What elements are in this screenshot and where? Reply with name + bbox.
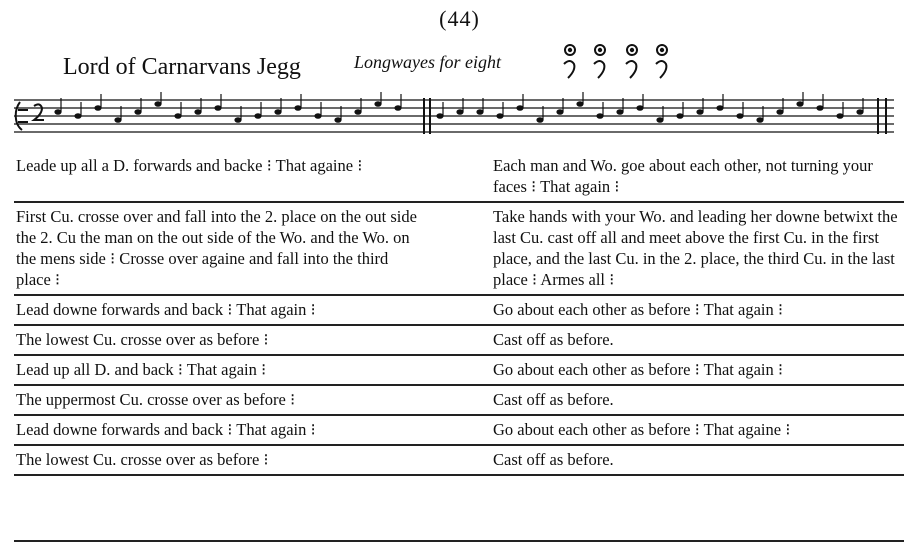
dancer-symbol bbox=[656, 45, 667, 78]
note bbox=[94, 94, 101, 111]
figure-row bbox=[14, 446, 904, 476]
note bbox=[314, 102, 321, 119]
dancer-symbol bbox=[564, 45, 575, 78]
note bbox=[496, 102, 503, 119]
figure-left-text: Lead downe forwards and back ⁝ That again ⁝ bbox=[16, 420, 316, 439]
figure-right-text: Cast off as before. bbox=[493, 450, 614, 469]
figure-row bbox=[14, 296, 904, 326]
note bbox=[636, 94, 643, 111]
note bbox=[816, 94, 823, 111]
note bbox=[516, 94, 523, 111]
figure-right-text: Go about each other as before ⁝ That againe ⁝ bbox=[493, 420, 791, 439]
formation-label: Longwayes for eight bbox=[354, 52, 501, 72]
note bbox=[394, 94, 401, 111]
note bbox=[74, 102, 81, 119]
figure-left-text: First Cu. crosse over and fall into the 2. place on the out side the 2. Cu the man on the out side of the Wo. and the Wo. on the mens side ⁝ Crosse over againe and fall into the third place ⁝ bbox=[16, 207, 417, 289]
note bbox=[436, 102, 443, 119]
figure-right-text: Go about each other as before ⁝ That again ⁝ bbox=[493, 300, 784, 319]
note bbox=[596, 102, 603, 119]
note bbox=[676, 102, 683, 119]
dancer-symbol bbox=[594, 45, 605, 78]
figure-right-text: Take hands with your Wo. and leading her downe betwixt the last Cu. cast off all and meet above the first Cu. in the first place, and the last Cu. in the 2. place, the third Cu. in the last place ⁝ Armes all ⁝ bbox=[493, 207, 898, 289]
dancer-symbol bbox=[626, 45, 637, 78]
note bbox=[214, 94, 221, 111]
note bbox=[294, 94, 301, 111]
note bbox=[174, 102, 181, 119]
figure-left-text: The uppermost Cu. crosse over as before ⁝ bbox=[16, 390, 296, 409]
figure-row bbox=[14, 203, 904, 296]
bottom-rule bbox=[14, 540, 904, 542]
figure-left-text: Lead downe forwards and back ⁝ That again ⁝ bbox=[16, 300, 316, 319]
figure-row bbox=[14, 152, 904, 203]
note bbox=[254, 102, 261, 119]
note bbox=[716, 94, 723, 111]
note bbox=[836, 102, 843, 119]
time-signature bbox=[34, 104, 44, 120]
figure-right-text: Cast off as before. bbox=[493, 330, 614, 349]
figure-row bbox=[14, 326, 904, 356]
figure-row bbox=[14, 356, 904, 386]
figure-row bbox=[14, 416, 904, 446]
figure-left-text: Leade up all a D. forwards and backe ⁝ That againe ⁝ bbox=[16, 156, 363, 175]
dancer-symbols bbox=[560, 42, 672, 82]
figure-left-text: Lead up all D. and back ⁝ That again ⁝ bbox=[16, 360, 267, 379]
figure-row bbox=[14, 386, 904, 416]
figure-left-text: The lowest Cu. crosse over as before ⁝ bbox=[16, 450, 269, 469]
music-staff bbox=[14, 92, 894, 140]
figure-left-text: The lowest Cu. crosse over as before ⁝ bbox=[16, 330, 269, 349]
figure-right-text: Go about each other as before ⁝ That again ⁝ bbox=[493, 360, 784, 379]
page-number: (44) bbox=[439, 6, 480, 31]
dance-figures-table bbox=[14, 152, 904, 476]
note bbox=[736, 102, 743, 119]
figure-right-text: Each man and Wo. goe about each other, not turning your faces ⁝ That again ⁝ bbox=[493, 156, 873, 196]
figure-right-text: Cast off as before. bbox=[493, 390, 614, 409]
tune-title: Lord of Carnarvans Jegg bbox=[63, 54, 301, 80]
